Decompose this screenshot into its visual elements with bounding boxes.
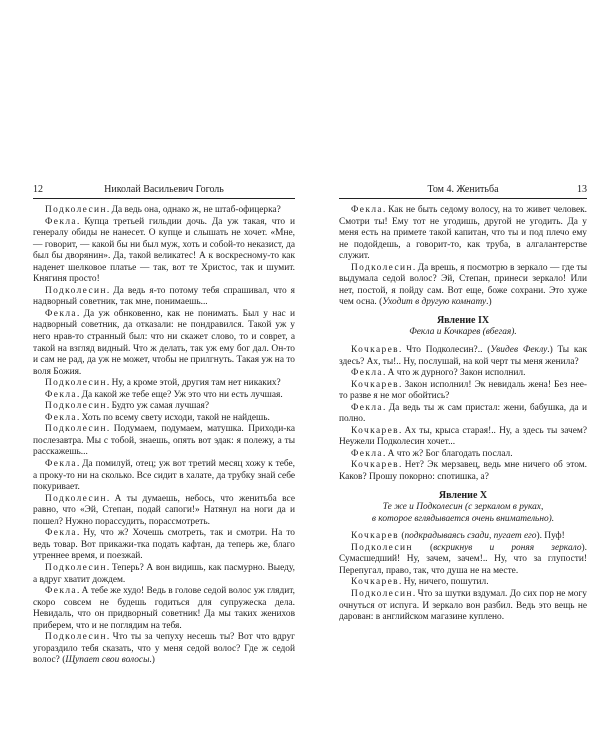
dialogue-line: Фекла. Да помилуй, отец; уж вот третий месяц хожу к тебе, а проку-то ни на сколько. Все сидит в халате, да трубку знай себе покуривает. [33,459,295,493]
dialogue-line: Подколесин. Что за шутки вздумал. До сих пор не могу очнуться от испуга. И зеркало вон разбил. Ведь это вещь не дарован: в английском магазине куплено. [339,588,587,623]
dialogue-line: Кочкарев. Ах ты, крыса старая!.. Ну, а здесь ты зачем? Неужели Подколесин хочет... [339,425,587,448]
dialogue-line: Фекла. Да уж обнковенно, как не понимать. Был у нас и надворный советник, да отказали: не пондравился. Такой уж у него нрав-то странный был: что ни скажет слово, то и соврет, а такой на взгляд видный. Что ж делать, так уж ему бог дал. Он-то и сам не рад, да уж не может, чтобы не прилгнуть. Такая уж на то воля Божия. [33,308,295,377]
stage-direction: подкрадываясь сзади, пугает его [404,531,537,542]
dialogue-line: Подколесин. Что ты за чепуху несешь ты? Вот что вдруг угораздило тебя сказать, что у меня седой волос? Где ж седой волос? (Щупает свои волосы.) [33,632,295,666]
stage-direction: Щупает свои волосы [65,655,150,666]
dialogue-line: Фекла. Хоть по всему свету исходи, такой не найдешь. [45,412,270,423]
dialogue-line: Фекла. Купца третьей гильдии дочь. Да уж такая, что и генералу обиды не нанесет. О купце и слышать не хочет. «Мне, — говорит, — какой бы ни был муж, хоть и собой-то неказист, да был бы дворянин». Да, такой великатес! А к воскресному-то как наденет шелковое платье — так, вот те Христос, так и шумит. Княгиня просто! [33,216,295,285]
left-running-title: Николай Васильевич Гоголь [104,184,224,195]
dialogue-line: Кочкарев. Ну, ничего, пошутил. [351,577,489,588]
right-page-header [339,184,587,199]
dialogue-line: Подколесин. Да ведь я-то потому тебя спрашивал, что я надворный советник, так мне, понимаешь... [33,285,295,308]
scene-heading: Явление X [438,489,488,501]
dialogue-line: Кочкарев. Что Подколесин?.. (Увидев Феклу.) Ты как здесь? Ах, ты!.. Ну, послушай, на кой черт ты меня женила? [339,345,587,367]
right-page-body [339,205,587,624]
scene-heading: Явление IX [436,314,490,326]
dialogue-line: Фекла. А что ж? Бог благодать послал. [351,448,513,459]
dialogue-line: Подколесин. Подумаем, подумаем, матушка. Приходи-ка послезавтра. Мы с тобой, знаешь, опять вот эдак: я полежу, а ты расскажешь... [33,424,295,458]
dialogue-line: Подколесин. Будто уж самая лучшая? [45,401,210,412]
right-page [339,184,587,624]
dialogue-line: Фекла. Ну, что ж? Хочешь смотреть, так и смотри. На то ведь товар. Вот прикажи-тка подать кафтан, да теперь же, благо утреннее время, и поезжай. [33,528,295,562]
dialogue-line: Подколесин. Да врешь, я посмотрю в зеркало — где ты выдумала седой волос? Эй, Степан, принеси зеркало! Или нет, постой, я пойду сам. Вот еще, боже сохрани. Это хуже чем осна. (Уходит в другую комнату.) [339,262,587,308]
dialogue-line: Кочкарев. Закон исполнил! Эк невидаль жена! Без нее-то разве я не мог обойтись? [339,379,587,402]
left-page-header [33,184,295,199]
dialogue-line: Подколесин. А ты думаешь, небось, что женитьба все равно, что «Эй, Степан, подай сапоги!» Натянул на ноги да и пошел? Нужно порассудить, порассмотреть. [33,493,295,527]
left-page-number: 12 [33,184,43,195]
dialogue-line: Фекла. Да ведь ты ж сам пристал: жени, бабушка, да и полно. [339,402,587,425]
dialogue-line: Фекла. А тебе же худо! Ведь в голове седой волос уж глядит, скоро совсем не будешь годиться для супружеска дела. Невидаль, что он придворный советник! Да мы таких женихов приберем, что и не поглядим на тебя. [33,586,295,631]
scene-characters: Те же и Подколесин (с зеркалом в руках, [382,502,544,513]
scene-characters: Фекла и Кочкарев (вбегая). [409,327,517,338]
dialogue-line: Фекла. Как не быть седому волосу, на то живет человек. Смотри ты! Ему тот не угодишь, другой не угодить. Да у меня есть на примете такой капитан, что ты и под плечо ему не подойдешь, а говорит-то, как труба, в алгалантерстве служит. [339,205,587,262]
dialogue-line: Фекла. А что ж дурного? Закон исполнил. [351,368,526,379]
dialogue-line: Подколесин (вскрикнув и роняя зеркало). Сумасшедший! Ну, зачем, зачем!.. Ну, что за глупости! Перепугал, право, так, что душа не на месте. [339,542,587,576]
right-page-number: 13 [577,184,587,195]
dialogue-line: Кочкарев. Нет? Эк мерзавец, ведь мне ничего об этом. Каков? Прошу покорно: спотишка, а? [339,460,587,483]
stage-direction: вскрикнув и роняя зеркало [433,542,582,553]
left-page [33,184,295,667]
dialogue-line: Подколесин. Теперь? А вон видишь, как пасмурно. Выеду, а вдруг хватит дождем. [33,562,295,585]
right-running-title: Том 4. Женитьба [427,184,499,195]
left-page-body [33,205,295,667]
dialogue-line: Подколесин. Да ведь она, однако ж, не штаб-офицерка? [45,205,281,215]
dialogue-line: Подколесин. Ну, а кроме этой, другия там нет никаких? [45,378,281,389]
dialogue-line: Кочкарев (подкрадываясь сзади, пугает его). Пуф! [351,531,565,542]
stage-direction: Увидев Феклу [490,345,548,356]
scene-characters: в которое вглядывается очень внимательно). [371,513,555,524]
stage-direction: Уходит в другую комнату [382,297,487,308]
dialogue-line: Фекла. Да какой же тебе еще? Уж это что ни есть лучшая. [45,389,283,400]
